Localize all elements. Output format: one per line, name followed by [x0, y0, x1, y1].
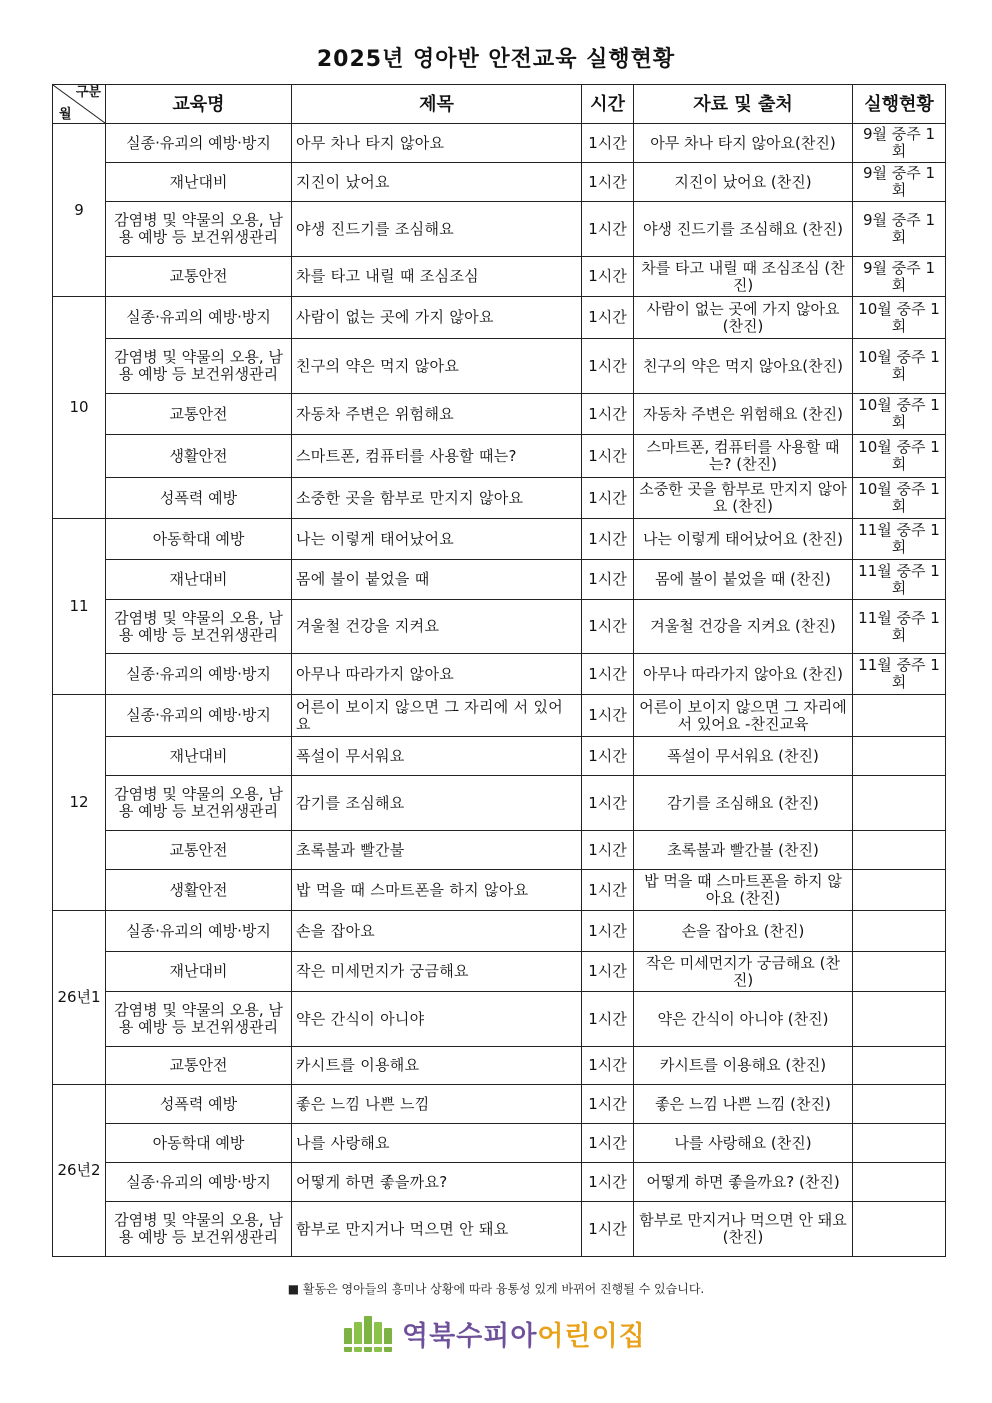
- title-cell: 작은 미세먼지가 궁금해요: [292, 952, 582, 992]
- table-row: [53, 1163, 946, 1202]
- table-row: [53, 870, 946, 911]
- corner-label-month: 월: [59, 107, 72, 122]
- corner-header-cell: [53, 85, 106, 124]
- header-subject: 교육명: [106, 85, 292, 124]
- month-cell: 9: [53, 124, 106, 297]
- duration-cell: 1시간: [582, 695, 634, 737]
- title-cell: 겨울철 건강을 지켜요: [292, 600, 582, 654]
- title-cell: 함부로 만지거나 먹으면 안 돼요: [292, 1202, 582, 1257]
- month-cell: 26년2: [53, 1085, 106, 1257]
- table-row: [53, 776, 946, 831]
- status-cell: [853, 911, 946, 952]
- table-row: [53, 560, 946, 600]
- duration-cell: 1시간: [582, 1124, 634, 1163]
- logo-trees-icon: [342, 1314, 396, 1352]
- subject-cell: 감염병 및 약물의 오용, 남용 예방 등 보건위생관리: [106, 339, 292, 394]
- duration-cell: 1시간: [582, 297, 634, 339]
- title-cell: 감기를 조심해요: [292, 776, 582, 831]
- table-row: [53, 257, 946, 297]
- title-cell: 밥 먹을 때 스마트폰을 하지 않아요: [292, 870, 582, 911]
- header-row: [53, 85, 946, 124]
- month-cell: 12: [53, 695, 106, 911]
- source-cell: 사람이 없는 곳에 가지 않아요 (찬진): [634, 297, 853, 339]
- subject-cell: 감염병 및 약물의 오용, 남용 예방 등 보건위생관리: [106, 1202, 292, 1257]
- status-cell: 10월 중주 1회: [853, 339, 946, 394]
- table-row: [53, 519, 946, 560]
- footnote: ■ 활동은 영아들의 흥미나 상황에 따라 융통성 있게 바뀌어 진행될 수 있습니다.: [287, 1282, 705, 1296]
- title-cell: 사람이 없는 곳에 가지 않아요: [292, 297, 582, 339]
- month-cell: 11: [53, 519, 106, 695]
- source-cell: 겨울철 건강을 지켜요 (찬진): [634, 600, 853, 654]
- header-status: 실행현황: [853, 85, 946, 124]
- duration-cell: 1시간: [582, 870, 634, 911]
- source-cell: 밥 먹을 때 스마트폰을 하지 않아요 (찬진): [634, 870, 853, 911]
- duration-cell: 1시간: [582, 1047, 634, 1085]
- source-cell: 폭설이 무서워요 (찬진): [634, 737, 853, 776]
- duration-cell: 1시간: [582, 737, 634, 776]
- duration-cell: 1시간: [582, 1085, 634, 1124]
- table-row: [53, 737, 946, 776]
- subject-cell: 생활안전: [106, 870, 292, 911]
- source-cell: 작은 미세먼지가 궁금해요 (찬진): [634, 952, 853, 992]
- source-cell: 몸에 불이 붙었을 때 (찬진): [634, 560, 853, 600]
- status-cell: [853, 992, 946, 1047]
- table-row: [53, 1085, 946, 1124]
- page-title: 2025년 영아반 안전교육 실행현황: [316, 47, 676, 72]
- table-row: [53, 1124, 946, 1163]
- duration-cell: 1시간: [582, 654, 634, 695]
- status-cell: [853, 1124, 946, 1163]
- month-cell: 10: [53, 297, 106, 519]
- source-cell: 함부로 만지거나 먹으면 안 돼요 (찬진): [634, 1202, 853, 1257]
- duration-cell: 1시간: [582, 831, 634, 870]
- duration-cell: 1시간: [582, 911, 634, 952]
- table-row: [53, 478, 946, 519]
- table-row: [53, 911, 946, 952]
- title-cell: 아무나 따라가지 않아요: [292, 654, 582, 695]
- subject-cell: 재난대비: [106, 163, 292, 202]
- table-row: [53, 163, 946, 202]
- subject-cell: 감염병 및 약물의 오용, 남용 예방 등 보건위생관리: [106, 600, 292, 654]
- subject-cell: 실종·유괴의 예방·방지: [106, 911, 292, 952]
- duration-cell: 1시간: [582, 124, 634, 163]
- subject-cell: 재난대비: [106, 737, 292, 776]
- status-cell: [853, 776, 946, 831]
- status-cell: 10월 중주 1회: [853, 435, 946, 478]
- source-cell: 초록불과 빨간불 (찬진): [634, 831, 853, 870]
- subject-cell: 아동학대 예방: [106, 519, 292, 560]
- title-cell: 어른이 보이지 않으면 그 자리에 서 있어요: [292, 695, 582, 737]
- source-cell: 소중한 곳을 함부로 만지지 않아요 (찬진): [634, 478, 853, 519]
- source-cell: 야생 진드기를 조심해요 (찬진): [634, 202, 853, 257]
- duration-cell: 1시간: [582, 1202, 634, 1257]
- status-cell: 10월 중주 1회: [853, 478, 946, 519]
- status-cell: 9월 중주 1회: [853, 257, 946, 297]
- subject-cell: 교통안전: [106, 831, 292, 870]
- source-cell: 어른이 보이지 않으면 그 자리에 서 있어요 -찬진교육: [634, 695, 853, 737]
- table-row: [53, 695, 946, 737]
- title-cell: 좋은 느낌 나쁜 느낌: [292, 1085, 582, 1124]
- schedule-body: [53, 124, 946, 1257]
- source-cell: 좋은 느낌 나쁜 느낌 (찬진): [634, 1085, 853, 1124]
- subject-cell: 교통안전: [106, 257, 292, 297]
- title-cell: 몸에 불이 붙었을 때: [292, 560, 582, 600]
- table-row: [53, 297, 946, 339]
- status-cell: [853, 1163, 946, 1202]
- title-cell: 카시트를 이용해요: [292, 1047, 582, 1085]
- subject-cell: 교통안전: [106, 394, 292, 435]
- duration-cell: 1시간: [582, 435, 634, 478]
- source-cell: 지진이 났어요 (찬진): [634, 163, 853, 202]
- duration-cell: 1시간: [582, 202, 634, 257]
- source-cell: 아무 차나 타지 않아요(찬진): [634, 124, 853, 163]
- schedule-table: [52, 84, 946, 1257]
- subject-cell: 재난대비: [106, 952, 292, 992]
- status-cell: 11월 중주 1회: [853, 600, 946, 654]
- status-cell: 9월 중주 1회: [853, 124, 946, 163]
- source-cell: 차를 타고 내릴 때 조심조심 (찬진): [634, 257, 853, 297]
- status-cell: [853, 695, 946, 737]
- status-cell: [853, 870, 946, 911]
- subject-cell: 감염병 및 약물의 오용, 남용 예방 등 보건위생관리: [106, 992, 292, 1047]
- status-cell: [853, 952, 946, 992]
- source-cell: 카시트를 이용해요 (찬진): [634, 1047, 853, 1085]
- title-cell: 스마트폰, 컴퓨터를 사용할 때는?: [292, 435, 582, 478]
- subject-cell: 실종·유괴의 예방·방지: [106, 695, 292, 737]
- title-cell: 지진이 났어요: [292, 163, 582, 202]
- table-row: [53, 1202, 946, 1257]
- status-cell: [853, 1085, 946, 1124]
- duration-cell: 1시간: [582, 992, 634, 1047]
- duration-cell: 1시간: [582, 952, 634, 992]
- table-row: [53, 831, 946, 870]
- status-cell: 10월 중주 1회: [853, 394, 946, 435]
- subject-cell: 감염병 및 약물의 오용, 남용 예방 등 보건위생관리: [106, 776, 292, 831]
- title-cell: 친구의 약은 먹지 않아요: [292, 339, 582, 394]
- table-row: [53, 1047, 946, 1085]
- status-cell: [853, 831, 946, 870]
- title-cell: 폭설이 무서워요: [292, 737, 582, 776]
- logo-name-part2: 어린이집: [537, 1320, 646, 1352]
- kindergarten-logo: [342, 1312, 652, 1354]
- source-cell: 어떻게 하면 좋을까요? (찬진): [634, 1163, 853, 1202]
- subject-cell: 실종·유괴의 예방·방지: [106, 297, 292, 339]
- title-cell: 손을 잡아요: [292, 911, 582, 952]
- subject-cell: 교통안전: [106, 1047, 292, 1085]
- subject-cell: 성폭력 예방: [106, 1085, 292, 1124]
- duration-cell: 1시간: [582, 394, 634, 435]
- subject-cell: 실종·유괴의 예방·방지: [106, 1163, 292, 1202]
- status-cell: 11월 중주 1회: [853, 519, 946, 560]
- duration-cell: 1시간: [582, 600, 634, 654]
- subject-cell: 생활안전: [106, 435, 292, 478]
- header-title: 제목: [292, 85, 582, 124]
- duration-cell: 1시간: [582, 560, 634, 600]
- source-cell: 나는 이렇게 태어났어요 (찬진): [634, 519, 853, 560]
- source-cell: 나를 사랑해요 (찬진): [634, 1124, 853, 1163]
- table-row: [53, 435, 946, 478]
- source-cell: 자동차 주변은 위험해요 (찬진): [634, 394, 853, 435]
- title-cell: 차를 타고 내릴 때 조심조심: [292, 257, 582, 297]
- corner-label-category: 구분: [75, 85, 101, 100]
- month-cell: 26년1: [53, 911, 106, 1085]
- subject-cell: 실종·유괴의 예방·방지: [106, 654, 292, 695]
- status-cell: [853, 1202, 946, 1257]
- table-row: [53, 952, 946, 992]
- status-cell: [853, 737, 946, 776]
- status-cell: 11월 중주 1회: [853, 560, 946, 600]
- header-duration: 시간: [582, 85, 634, 124]
- duration-cell: 1시간: [582, 478, 634, 519]
- subject-cell: 실종·유괴의 예방·방지: [106, 124, 292, 163]
- duration-cell: 1시간: [582, 1163, 634, 1202]
- table-row: [53, 992, 946, 1047]
- source-cell: 손을 잡아요 (찬진): [634, 911, 853, 952]
- subject-cell: 감염병 및 약물의 오용, 남용 예방 등 보건위생관리: [106, 202, 292, 257]
- subject-cell: 아동학대 예방: [106, 1124, 292, 1163]
- title-cell: 약은 간식이 아니야: [292, 992, 582, 1047]
- duration-cell: 1시간: [582, 776, 634, 831]
- table-row: [53, 394, 946, 435]
- header-source: 자료 및 출처: [634, 85, 853, 124]
- duration-cell: 1시간: [582, 339, 634, 394]
- table-row: [53, 654, 946, 695]
- title-cell: 초록불과 빨간불: [292, 831, 582, 870]
- source-cell: 아무나 따라가지 않아요 (찬진): [634, 654, 853, 695]
- table-row: [53, 600, 946, 654]
- source-cell: 약은 간식이 아니야 (찬진): [634, 992, 853, 1047]
- source-cell: 스마트폰, 컴퓨터를 사용할 때는? (찬진): [634, 435, 853, 478]
- table-row: [53, 339, 946, 394]
- title-cell: 어떻게 하면 좋을까요?: [292, 1163, 582, 1202]
- subject-cell: 성폭력 예방: [106, 478, 292, 519]
- status-cell: 10월 중주 1회: [853, 297, 946, 339]
- title-cell: 자동차 주변은 위험해요: [292, 394, 582, 435]
- source-cell: 친구의 약은 먹지 않아요(찬진): [634, 339, 853, 394]
- duration-cell: 1시간: [582, 519, 634, 560]
- logo-name-part1: 역북수피아: [402, 1320, 538, 1352]
- duration-cell: 1시간: [582, 257, 634, 297]
- status-cell: 9월 중주 1회: [853, 202, 946, 257]
- title-cell: 나는 이렇게 태어났어요: [292, 519, 582, 560]
- title-cell: 소중한 곳을 함부로 만지지 않아요: [292, 478, 582, 519]
- table-row: [53, 124, 946, 163]
- table-row: [53, 202, 946, 257]
- subject-cell: 재난대비: [106, 560, 292, 600]
- source-cell: 감기를 조심해요 (찬진): [634, 776, 853, 831]
- status-cell: 9월 중주 1회: [853, 163, 946, 202]
- status-cell: 11월 중주 1회: [853, 654, 946, 695]
- title-cell: 야생 진드기를 조심해요: [292, 202, 582, 257]
- duration-cell: 1시간: [582, 163, 634, 202]
- title-cell: 나를 사랑해요: [292, 1124, 582, 1163]
- status-cell: [853, 1047, 946, 1085]
- title-cell: 아무 차나 타지 않아요: [292, 124, 582, 163]
